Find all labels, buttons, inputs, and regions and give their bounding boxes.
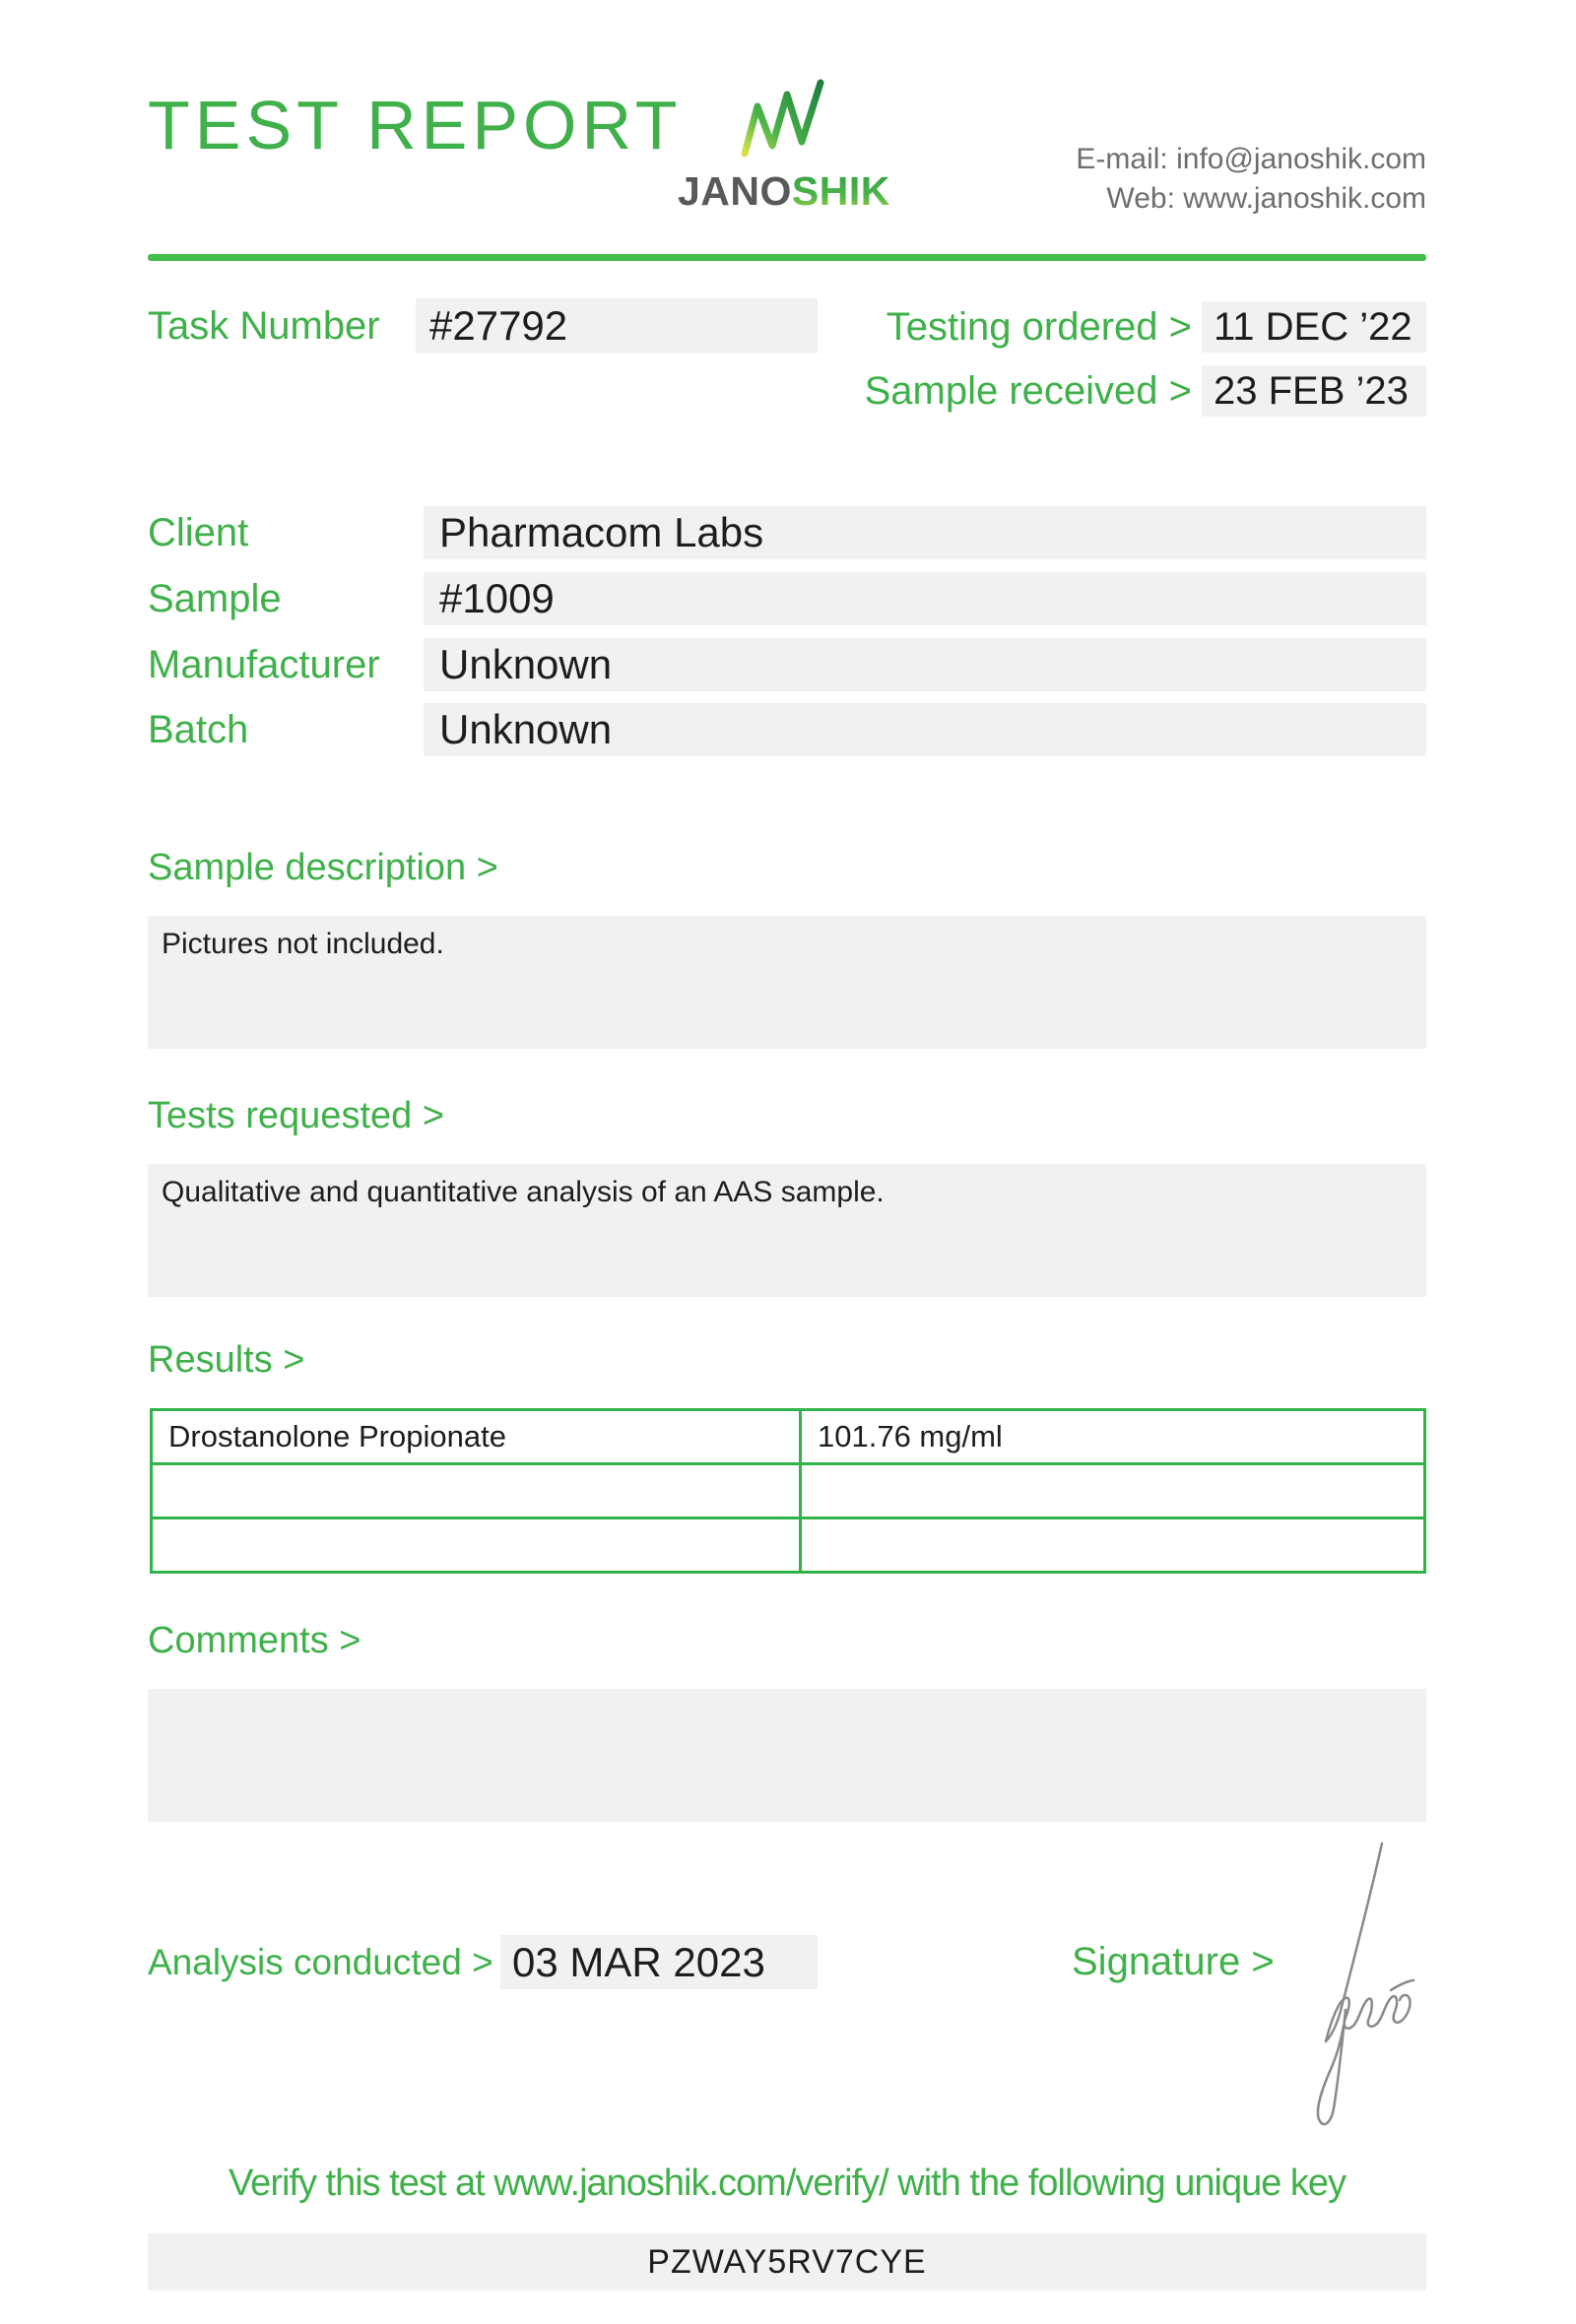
contact-email: E-mail: info@janoshik.com	[1076, 143, 1426, 175]
header-rule	[148, 254, 1426, 261]
analysis-conducted-label: Analysis conducted >	[148, 1942, 493, 1982]
logo-word-green: SHIK	[791, 168, 890, 214]
amount-cell: 101.76 mg/ml	[818, 1419, 1003, 1453]
amount-cell	[802, 1519, 1423, 1571]
batch-field	[424, 703, 1426, 756]
page-title: TEST REPORT	[148, 87, 683, 163]
logo-word-gray: JANO	[678, 168, 792, 214]
contact-web: Web: www.janoshik.com	[1106, 182, 1426, 215]
verify-key-box	[148, 2233, 1426, 2291]
sample-received-field	[1202, 365, 1426, 417]
client-label: Client	[148, 511, 249, 554]
substance-cell: Drostanolone Propionate	[153, 1411, 802, 1462]
client-value: Pharmacom Labs	[439, 509, 764, 555]
substance-cell	[153, 1519, 802, 1571]
tests-requested-text: Qualitative and quantitative analysis of an AAS sample.	[162, 1176, 885, 1208]
manufacturer-value: Unknown	[439, 641, 613, 687]
amount-cell	[802, 1465, 1423, 1517]
table-row	[153, 1517, 1423, 1571]
growth-chart-icon	[735, 73, 833, 160]
verify-instruction: Verify this test at www.janoshik.com/verify/ with the following unique key	[228, 2163, 1346, 2204]
table-row	[153, 1411, 1423, 1462]
verify-key: PZWAY5RV7CYE	[647, 2243, 927, 2281]
sample-received-value: 23 FEB ’23	[1214, 369, 1409, 413]
testing-ordered-field	[1202, 301, 1426, 353]
analysis-date-value: 03 MAR 2023	[512, 1939, 765, 1985]
signature-image	[1295, 1830, 1428, 2135]
logo-wordmark	[678, 167, 902, 215]
batch-value: Unknown	[439, 706, 613, 752]
task-number-label: Task Number	[148, 304, 380, 348]
sample-field	[424, 572, 1426, 625]
task-number-field	[416, 298, 818, 354]
sample-received-label: Sample received >	[864, 369, 1192, 413]
sample-label: Sample	[148, 577, 282, 620]
comments-text	[148, 1689, 1426, 1699]
results-heading: Results >	[148, 1339, 305, 1381]
client-field	[424, 506, 1426, 559]
contact-block	[1076, 140, 1426, 219]
task-number-value: #27792	[429, 302, 568, 349]
testing-ordered-value: 11 DEC ’22	[1214, 305, 1412, 349]
sample-description-heading: Sample description >	[148, 847, 498, 888]
signature-label: Signature >	[1072, 1940, 1275, 1983]
comments-box	[148, 1689, 1426, 1822]
manufacturer-label: Manufacturer	[148, 643, 380, 686]
batch-label: Batch	[148, 708, 249, 751]
table-row	[153, 1462, 1423, 1517]
sample-description-text: Pictures not included.	[162, 928, 444, 960]
manufacturer-field	[424, 638, 1426, 691]
comments-heading: Comments >	[148, 1620, 361, 1661]
testing-ordered-label: Testing ordered >	[886, 305, 1192, 349]
sample-value: #1009	[439, 575, 555, 621]
svg-text:JANOSHIK	[678, 168, 890, 214]
results-table	[150, 1408, 1426, 1574]
tests-requested-heading: Tests requested >	[148, 1095, 445, 1136]
substance-cell	[153, 1465, 802, 1517]
sample-description-box	[148, 916, 1426, 1049]
analysis-date-field	[500, 1935, 818, 1989]
tests-requested-box	[148, 1164, 1426, 1297]
